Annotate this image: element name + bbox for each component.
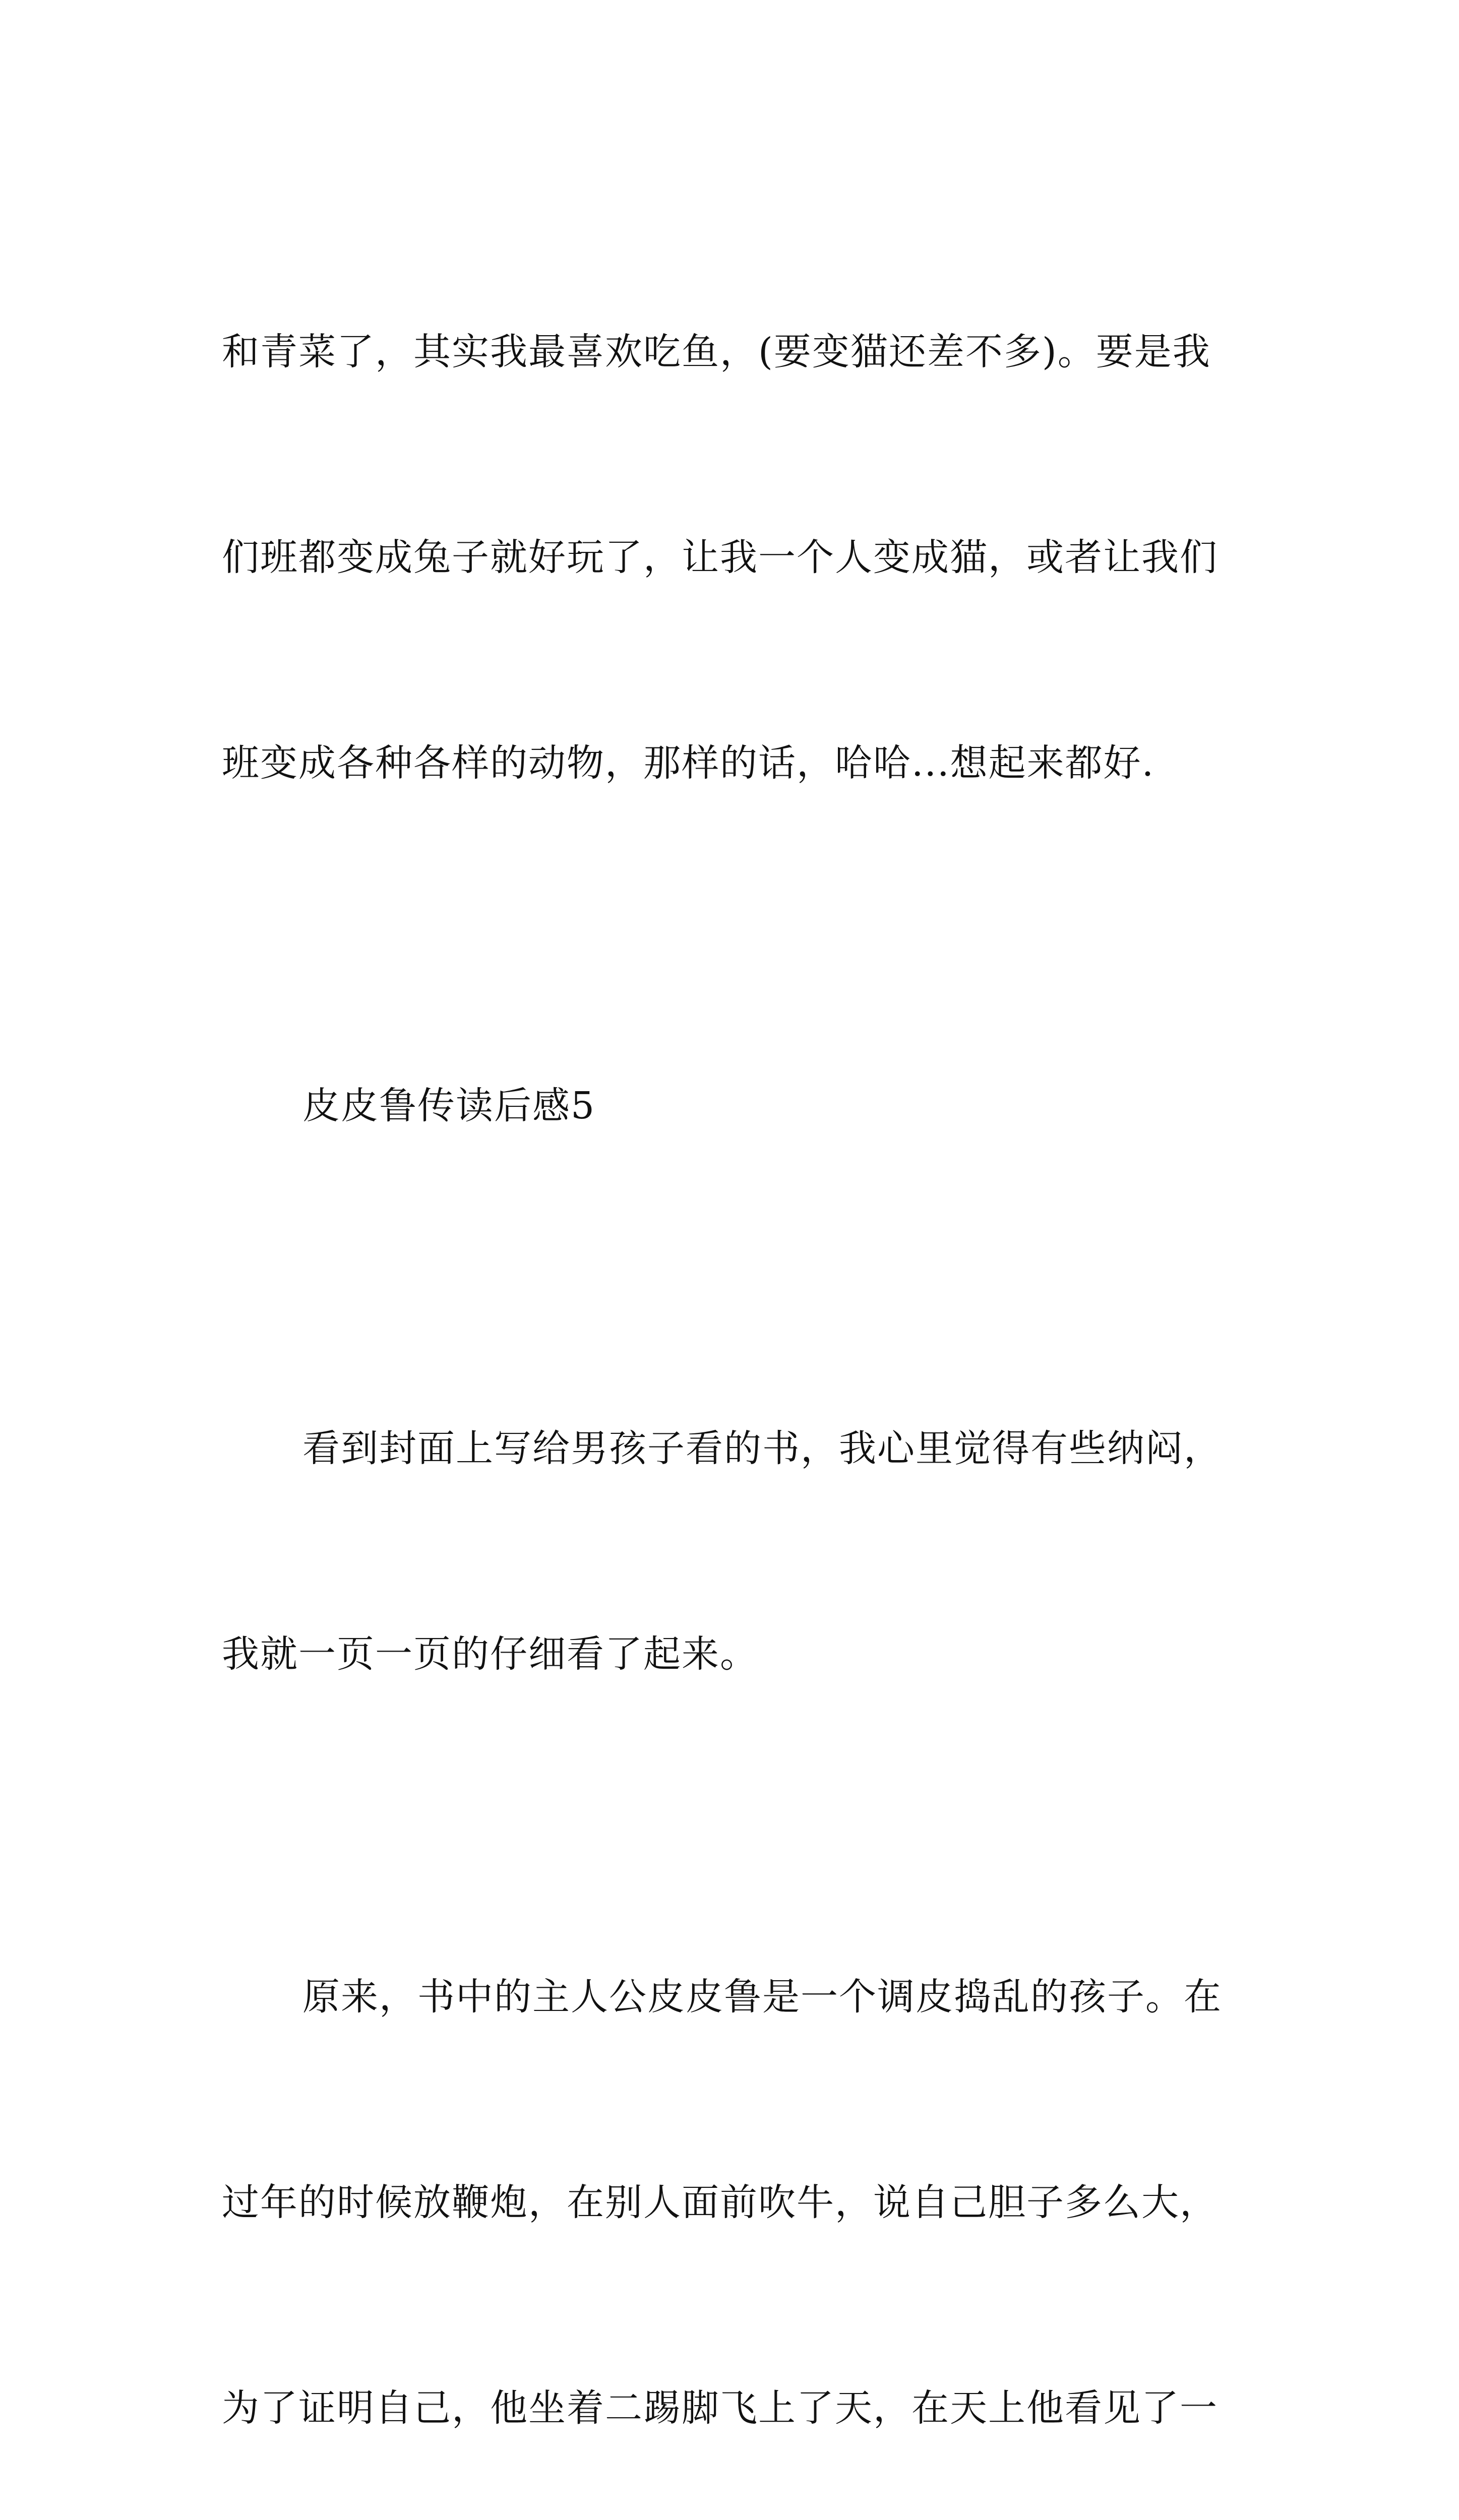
paragraph-1 bbox=[222, 1277, 1250, 1825]
text-line: 为了证明自己，他坐着二踢脚飞上了天，在天上他看见了一 bbox=[222, 2386, 1218, 2430]
text-line: 过年的时候放鞭炮，在别人面前吹牛，说自己胆子多么大， bbox=[222, 2181, 1218, 2224]
text-line: 我就一页一页的仔细看了起来。 bbox=[222, 1632, 758, 1676]
document-body bbox=[222, 180, 1250, 2520]
text-line: 看到封面上写给男孩子看的书，我心里觉得有些纳闷， bbox=[302, 1427, 1222, 1470]
text-line: 和青菜了，其实我最喜欢吃鱼，(要变猫还差不多)。要是我 bbox=[222, 330, 1211, 373]
text-line: 们班都变成兔子就好玩了，让我一个人变成猫，或者让我们 bbox=[222, 536, 1218, 579]
section-title-text: 皮皮鲁传读后感5 bbox=[302, 1084, 596, 1127]
text-line: 班变成各种各样的动物，那样的话，哈哈...想起来都好. bbox=[222, 741, 1155, 785]
text-line: 原来，书中的主人公皮皮鲁是一个调皮捣乱的孩子。在 bbox=[302, 1975, 1222, 2019]
paragraph-2 bbox=[222, 1825, 1250, 2520]
section-title bbox=[222, 934, 1250, 1277]
continuation-paragraph bbox=[222, 180, 1250, 934]
